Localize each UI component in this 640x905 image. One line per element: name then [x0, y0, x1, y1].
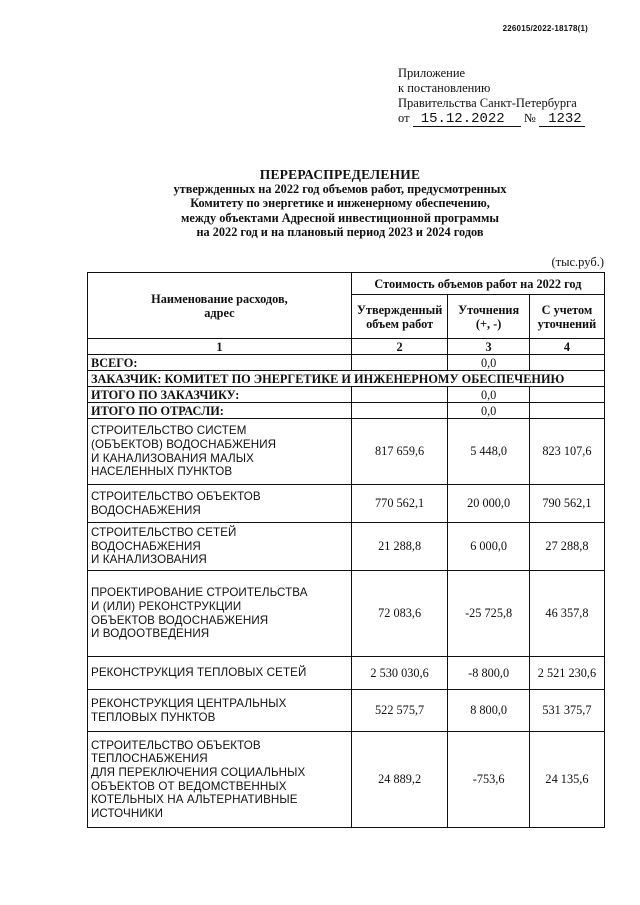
row-name-line: И КАНАЛИЗОВАНИЯ	[91, 553, 207, 567]
column-number: 1	[88, 339, 352, 355]
row-approved: 24 889,2	[351, 732, 448, 828]
row-approved: 72 083,6	[351, 571, 448, 657]
row-change: -753,6	[448, 732, 530, 828]
appendix-line-1: Приложение	[398, 66, 466, 80]
table-row	[88, 690, 605, 732]
header-name-line2: адрес	[204, 305, 235, 320]
row-change: 6 000,0	[448, 523, 530, 571]
row-adjusted: 531 375,7	[529, 690, 604, 732]
row-change: 5 448,0	[448, 419, 530, 485]
row-name	[88, 571, 352, 657]
total-customer-adjusted	[529, 387, 604, 403]
document-number: 226015/2022-18178(1)	[502, 24, 588, 33]
row-name-line: СТРОИТЕЛЬСТВО СЕТЕЙ	[91, 526, 237, 540]
row-change: 8 800,0	[448, 690, 530, 732]
table-row	[88, 419, 605, 485]
title-line: между объектами Адресной инвестиционной программы	[181, 210, 499, 225]
total-branch-adjusted	[529, 403, 604, 419]
total-row	[88, 355, 605, 371]
header-approved-line1: Утвержденный	[356, 302, 443, 317]
row-approved: 2 530 030,6	[351, 657, 448, 690]
appendix-block	[398, 66, 585, 127]
row-name-line: НАСЕЛЕННЫХ ПУНКТОВ	[91, 465, 233, 479]
header-name-line1: Наименование расходов,	[151, 291, 288, 306]
decree-date: 15.12.2022	[413, 112, 521, 127]
title-line: Комитету по энергетике и инженерному обеспечению,	[190, 196, 490, 211]
total-approved	[351, 355, 448, 371]
appendix-date-line	[398, 111, 585, 127]
appendix-line-3: Правительства Санкт-Петербурга	[398, 96, 577, 110]
row-name	[88, 732, 352, 828]
total-branch-change: 0,0	[448, 403, 530, 419]
appendix-line-2: к постановлению	[398, 81, 491, 95]
row-name-line: РЕКОНСТРУКЦИЯ ТЕПЛОВЫХ СЕТЕЙ	[91, 666, 307, 680]
total-branch-label: ИТОГО ПО ОТРАСЛИ:	[88, 403, 352, 419]
header-adjusted-line1: С учетом	[541, 302, 593, 317]
row-name-line: И ВОДООТВЕДЕНИЯ	[91, 627, 210, 641]
title-main: ПЕРЕРАСПРЕДЕЛЕНИЕ	[259, 167, 421, 182]
row-name	[88, 419, 352, 485]
row-name-line: ОБЪЕКТОВ ОТ ВЕДОМСТВЕННЫХ	[91, 779, 287, 793]
column-number: 2	[351, 339, 448, 355]
header-adjusted	[529, 295, 604, 339]
row-name	[88, 657, 352, 690]
header-adjusted-line2: уточнений	[537, 316, 597, 331]
row-name-line: СТРОИТЕЛЬСТВО ОБЪЕКТОВ	[91, 489, 261, 503]
row-name-line: ТЕПЛОСНАБЖЕНИЯ	[91, 752, 208, 766]
row-adjusted: 823 107,6	[529, 419, 604, 485]
header-change-line2: (+, -)	[475, 316, 502, 331]
row-name-line: И (ИЛИ) РЕКОНСТРУКЦИИ	[91, 599, 242, 613]
total-customer-change: 0,0	[448, 387, 530, 403]
header-change	[448, 295, 530, 339]
row-name-line: ОБЪЕКТОВ ВОДОСНАБЖЕНИЯ	[91, 613, 269, 627]
header-cost-group: Стоимость объемов работ на 2022 год	[351, 273, 604, 295]
row-adjusted: 27 288,8	[529, 523, 604, 571]
column-number: 3	[448, 339, 530, 355]
row-adjusted: 24 135,6	[529, 732, 604, 828]
column-number: 4	[529, 339, 604, 355]
row-name-line: И КАНАЛИЗОВАНИЯ МАЛЫХ	[91, 451, 254, 465]
from-label: от	[398, 111, 410, 125]
redistribution-table	[87, 272, 605, 828]
row-change: -25 725,8	[448, 571, 530, 657]
total-label: ВСЕГО:	[88, 355, 352, 371]
table-row	[88, 571, 605, 657]
header-approved-line2: объем работ	[366, 316, 434, 331]
row-name-line: РЕКОНСТРУКЦИЯ ЦЕНТРАЛЬНЫХ	[91, 696, 287, 710]
row-name-line: ВОДОСНАБЖЕНИЯ	[91, 503, 201, 517]
row-name-line: КОТЕЛЬНЫХ НА АЛЬТЕРНАТИВНЫЕ	[91, 793, 298, 807]
row-name-line: СТРОИТЕЛЬСТВО СИСТЕМ	[91, 424, 247, 438]
row-adjusted: 46 357,8	[529, 571, 604, 657]
row-name-line: ВОДОСНАБЖЕНИЯ	[91, 539, 201, 553]
title-line: на 2022 год и на плановый период 2023 и 2024 годов	[196, 224, 484, 239]
row-name-line: ИСТОЧНИКИ	[91, 806, 164, 820]
header-name	[88, 273, 352, 339]
total-branch-approved	[351, 403, 448, 419]
row-change: -8 800,0	[448, 657, 530, 690]
document-title	[120, 168, 560, 239]
title-line: утвержденных на 2022 год объемов работ, предусмотренных	[173, 182, 507, 197]
total-adjusted	[529, 355, 604, 371]
total-change: 0,0	[448, 355, 530, 371]
row-name-line: ПРОЕКТИРОВАНИЕ СТРОИТЕЛЬСТВА	[91, 586, 308, 600]
row-name-line: ДЛЯ ПЕРЕКЛЮЧЕНИЯ СОЦИАЛЬНЫХ	[91, 765, 306, 779]
row-name-line: ТЕПЛОВЫХ ПУНКТОВ	[91, 710, 216, 724]
row-name	[88, 485, 352, 523]
customer-label: ЗАКАЗЧИК: КОМИТЕТ ПО ЭНЕРГЕТИКЕ И ИНЖЕНЕРНОМУ ОБЕСПЕЧЕНИЮ	[88, 371, 605, 387]
total-branch-row	[88, 403, 605, 419]
row-change: 20 000,0	[448, 485, 530, 523]
total-customer-label: ИТОГО ПО ЗАКАЗЧИКУ:	[88, 387, 352, 403]
row-approved: 522 575,7	[351, 690, 448, 732]
row-adjusted: 2 521 230,6	[529, 657, 604, 690]
header-approved	[351, 295, 448, 339]
row-name-line: (ОБЪЕКТОВ) ВОДОСНАБЖЕНИЯ	[91, 437, 277, 451]
row-name	[88, 690, 352, 732]
customer-row	[88, 371, 605, 387]
table-row	[88, 523, 605, 571]
row-approved: 21 288,8	[351, 523, 448, 571]
header-change-line1: Уточнения	[458, 302, 520, 317]
number-label: №	[523, 111, 536, 125]
table-row	[88, 485, 605, 523]
row-name	[88, 523, 352, 571]
total-customer-row	[88, 387, 605, 403]
row-adjusted: 790 562,1	[529, 485, 604, 523]
units-label: (тыс.руб.)	[551, 255, 604, 269]
column-numbers-row	[88, 339, 605, 355]
total-customer-approved	[351, 387, 448, 403]
decree-number: 1232	[539, 112, 585, 127]
row-name-line: СТРОИТЕЛЬСТВО ОБЪЕКТОВ	[91, 738, 261, 752]
row-approved: 770 562,1	[351, 485, 448, 523]
table-row	[88, 732, 605, 828]
table-row	[88, 657, 605, 690]
row-approved: 817 659,6	[351, 419, 448, 485]
